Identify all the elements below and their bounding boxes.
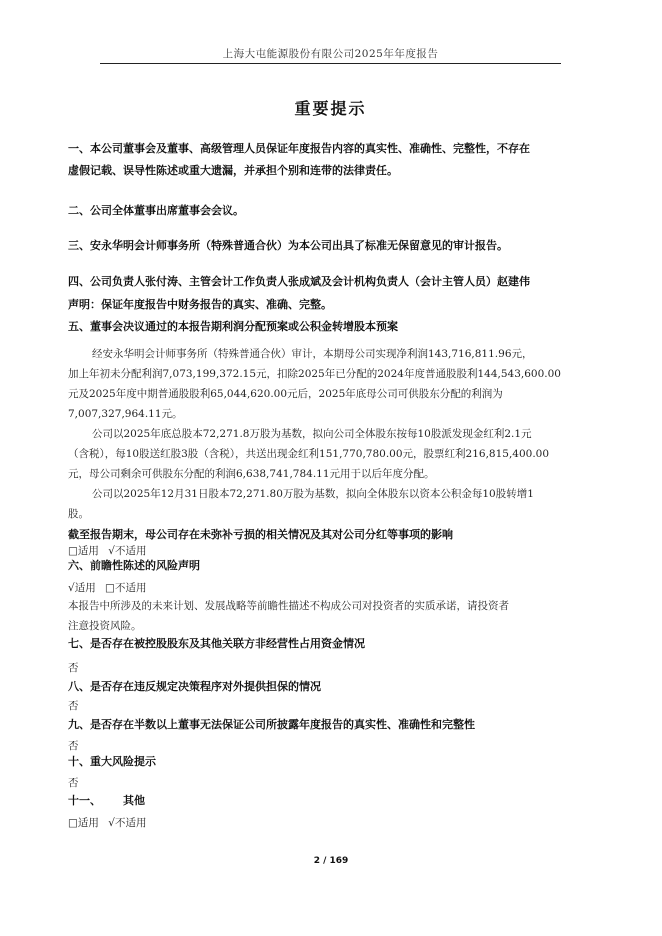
section-7-answer: 否: [68, 662, 79, 674]
section-5-heading: 五、董事会决议通过的本报告期利润分配预案或公积金转增股本预案: [68, 320, 398, 333]
section-6-heading: 六、前瞻性陈述的风险声明: [68, 559, 200, 572]
option-applicable: □适用: [68, 545, 99, 557]
profit-paragraph-line-3: 元及2025年度中期普通股股利65,044,620.00元后，2025年底母公司可供股东分配的利润为: [68, 388, 503, 400]
option-applicable: √适用: [68, 582, 96, 594]
profit-paragraph-line-2: 加上年初未分配利润7,073,199,372.15元，扣除2025年已分配的2024年度普通股股利144,543,600.00: [68, 368, 561, 380]
option-not-applicable: √不适用: [108, 545, 147, 557]
option-not-applicable: □不适用: [105, 582, 147, 594]
profit-paragraph-line-4: 7,007,327,964.11元。: [68, 408, 183, 420]
dividend-paragraph-line-2: （含税），每10股送红股3股（含税），共送出现金红利151,770,780.00元，股票红利216,815,400.00: [68, 448, 550, 460]
section-4-line-1: 四、公司负责人张付涛、主管会计工作负责人张成斌及会计机构负责人（会计主管人员）赵建伟: [68, 275, 530, 288]
section-8-heading: 八、是否存在违反规定决策程序对外提供担保的情况: [68, 680, 321, 693]
risk-statement-line-2: 注意投资风险。: [68, 620, 142, 632]
section-10-heading: 十、重大风险提示: [68, 755, 156, 768]
option-applicable: □适用: [68, 817, 99, 829]
page-number: 2 / 169: [313, 856, 349, 866]
risk-option-row: [68, 580, 152, 596]
section-1-line-1: 一、本公司董事会及董事、高级管理人员保证年度报告内容的真实性、准确性、完整性，不存在: [68, 142, 530, 155]
section-11-heading: [68, 793, 568, 809]
dividend-paragraph-line-1: 公司以2025年底总股本72,271.8万股为基数，拟向公司全体股东按每10股派发现金红利2.1元: [92, 428, 532, 440]
header-rule: [100, 63, 561, 64]
section-3: 三、安永华明会计师事务所（特殊普通合伙）为本公司出具了标准无保留意见的审计报告。: [68, 239, 508, 252]
deficit-heading: 截至报告期末，母公司存在未弥补亏损的相关情况及其对公司分红等事项的影响: [68, 528, 453, 541]
capitalization-paragraph-line-1: 公司以2025年12月31日股本72,271.80万股为基数，拟向全体股东以资本公积金每10股转增1: [92, 488, 534, 500]
section-8-answer: 否: [68, 700, 79, 712]
capitalization-paragraph-line-2: 股。: [68, 508, 89, 520]
section-11-number: 十一、: [68, 794, 101, 807]
section-2: 二、公司全体董事出席董事会会议。: [68, 204, 244, 217]
section-11-title: 其他: [123, 794, 145, 807]
section-9-heading: 九、是否存在半数以上董事无法保证公司所披露年度报告的真实性、准确性和完整性: [68, 718, 475, 731]
section-1-line-2: 虚假记载、误导性陈述或重大遗漏，并承担个别和连带的法律责任。: [68, 164, 398, 177]
risk-statement-line-1: 本报告中所涉及的未来计划、发展战略等前瞻性描述不构成公司对投资者的实质承诺，请投资者: [68, 600, 509, 612]
other-option-row: [68, 815, 152, 831]
page-header: 上海大屯能源股份有限公司2025年年度报告: [222, 48, 439, 60]
section-7-heading: 七、是否存在被控股股东及其他关联方非经营性占用资金情况: [68, 637, 365, 650]
deficit-option-row: [68, 543, 152, 559]
option-not-applicable: √不适用: [108, 817, 147, 829]
section-9-answer: 否: [68, 740, 79, 752]
dividend-paragraph-line-3: 元，母公司剩余可供股东分配的利润6,638,741,784.11元用于以后年度分配。: [68, 468, 435, 480]
profit-paragraph-line-1: 经安永华明会计师事务所（特殊普通合伙）审计，本期母公司实现净利润143,716,811.96元，: [92, 348, 533, 360]
page-title: 重要提示: [294, 99, 367, 118]
section-4-line-2: 声明：保证年度报告中财务报告的真实、准确、完整。: [68, 298, 332, 311]
section-10-answer: 否: [68, 777, 79, 789]
